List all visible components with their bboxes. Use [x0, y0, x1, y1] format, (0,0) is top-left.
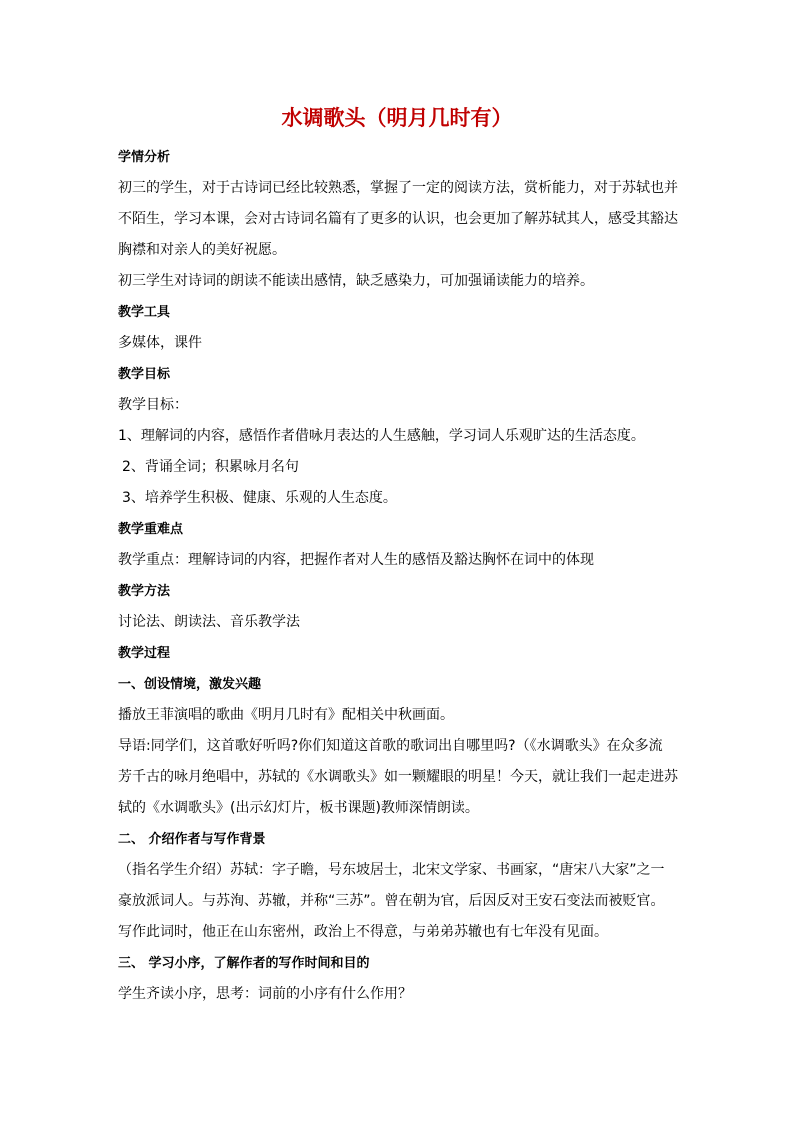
paragraph-line: 写作此词时，他正在山东密州，政治上不得意，与弟弟苏辙也有七年没有见面。 [118, 924, 608, 940]
paragraph-line: （指名学生介绍）苏轼：字子瞻，号东坡居士，北宋文学家、书画家，“唐宋八大家”之一 [118, 862, 665, 878]
section-heading: 教学工具 [118, 305, 171, 320]
paragraph-line: 教学重点：理解诗词的内容，把握作者对人生的感悟及豁达胸怀在词中的体现 [118, 552, 594, 568]
section-heading: 教学重难点 [118, 522, 184, 537]
paragraph-line: 初三的学生，对于古诗词已经比较熟悉，掌握了一定的阅读方法，赏析能力，对于苏轼也并 [118, 180, 678, 196]
section-heading: 学情分析 [118, 150, 171, 165]
paragraph-line: 豪放派词人。与苏洵、苏辙，并称“三苏”。曾在朝为官，后因反对王安石变法而被贬官。 [118, 893, 665, 909]
paragraph-line: 不陌生，学习本课，会对古诗词名篇有了更多的认识，也会更加了解苏轼其人，感受其豁达 [118, 211, 678, 227]
paragraph-line: 1、理解词的内容，感悟作者借咏月表达的人生感触，学习词人乐观旷达的生活态度。 [118, 428, 645, 444]
paragraph-line: 学生齐读小序，思考：词前的小序有什么作用？ [118, 986, 412, 1002]
paragraph-line: 胸襟和对亲人的美好祝愿。 [118, 242, 286, 258]
paragraph-line: 导语:同学们，这首歌好听吗?你们知道这首歌的歌词出自哪里吗?（《水调歌头》在众多流 [118, 738, 663, 754]
paragraph-line: 初三学生对诗词的朗读不能读出感情，缺乏感染力，可加强诵读能力的培养。 [118, 273, 594, 289]
paragraph-line: 教学目标： [118, 397, 188, 413]
section-heading: 教学目标 [118, 367, 171, 382]
section-heading: 二、 介绍作者与写作背景 [118, 832, 266, 847]
paragraph-line: 多媒体，课件 [118, 335, 202, 351]
section-heading: 三、 学习小序，了解作者的写作时间和目的 [118, 956, 370, 971]
paragraph-line: 讨论法、朗读法、音乐教学法 [118, 614, 300, 630]
document-title: 水调歌头（明月几时有） [281, 106, 513, 130]
section-heading: 教学过程 [118, 646, 171, 661]
section-heading: 一、创设情境，激发兴趣 [118, 677, 262, 692]
paragraph-line: 3、培养学生积极、健康、乐观的人生态度。 [122, 490, 397, 506]
paragraph-line: 2、背诵全词；积累咏月名句 [122, 459, 299, 475]
paragraph-line: 芳千古的咏月绝唱中，苏轼的《水调歌头》如一颗耀眼的明星！今天，就让我们一起走进苏 [118, 769, 678, 785]
paragraph-line: 播放王菲演唱的歌曲《明月几时有》配相关中秋画面。 [118, 707, 454, 723]
section-heading: 教学方法 [118, 584, 171, 599]
paragraph-line: 轼的《水调歌头》(出示幻灯片，板书课题)教师深情朗读。 [118, 800, 479, 816]
document-body [118, 142, 688, 1010]
